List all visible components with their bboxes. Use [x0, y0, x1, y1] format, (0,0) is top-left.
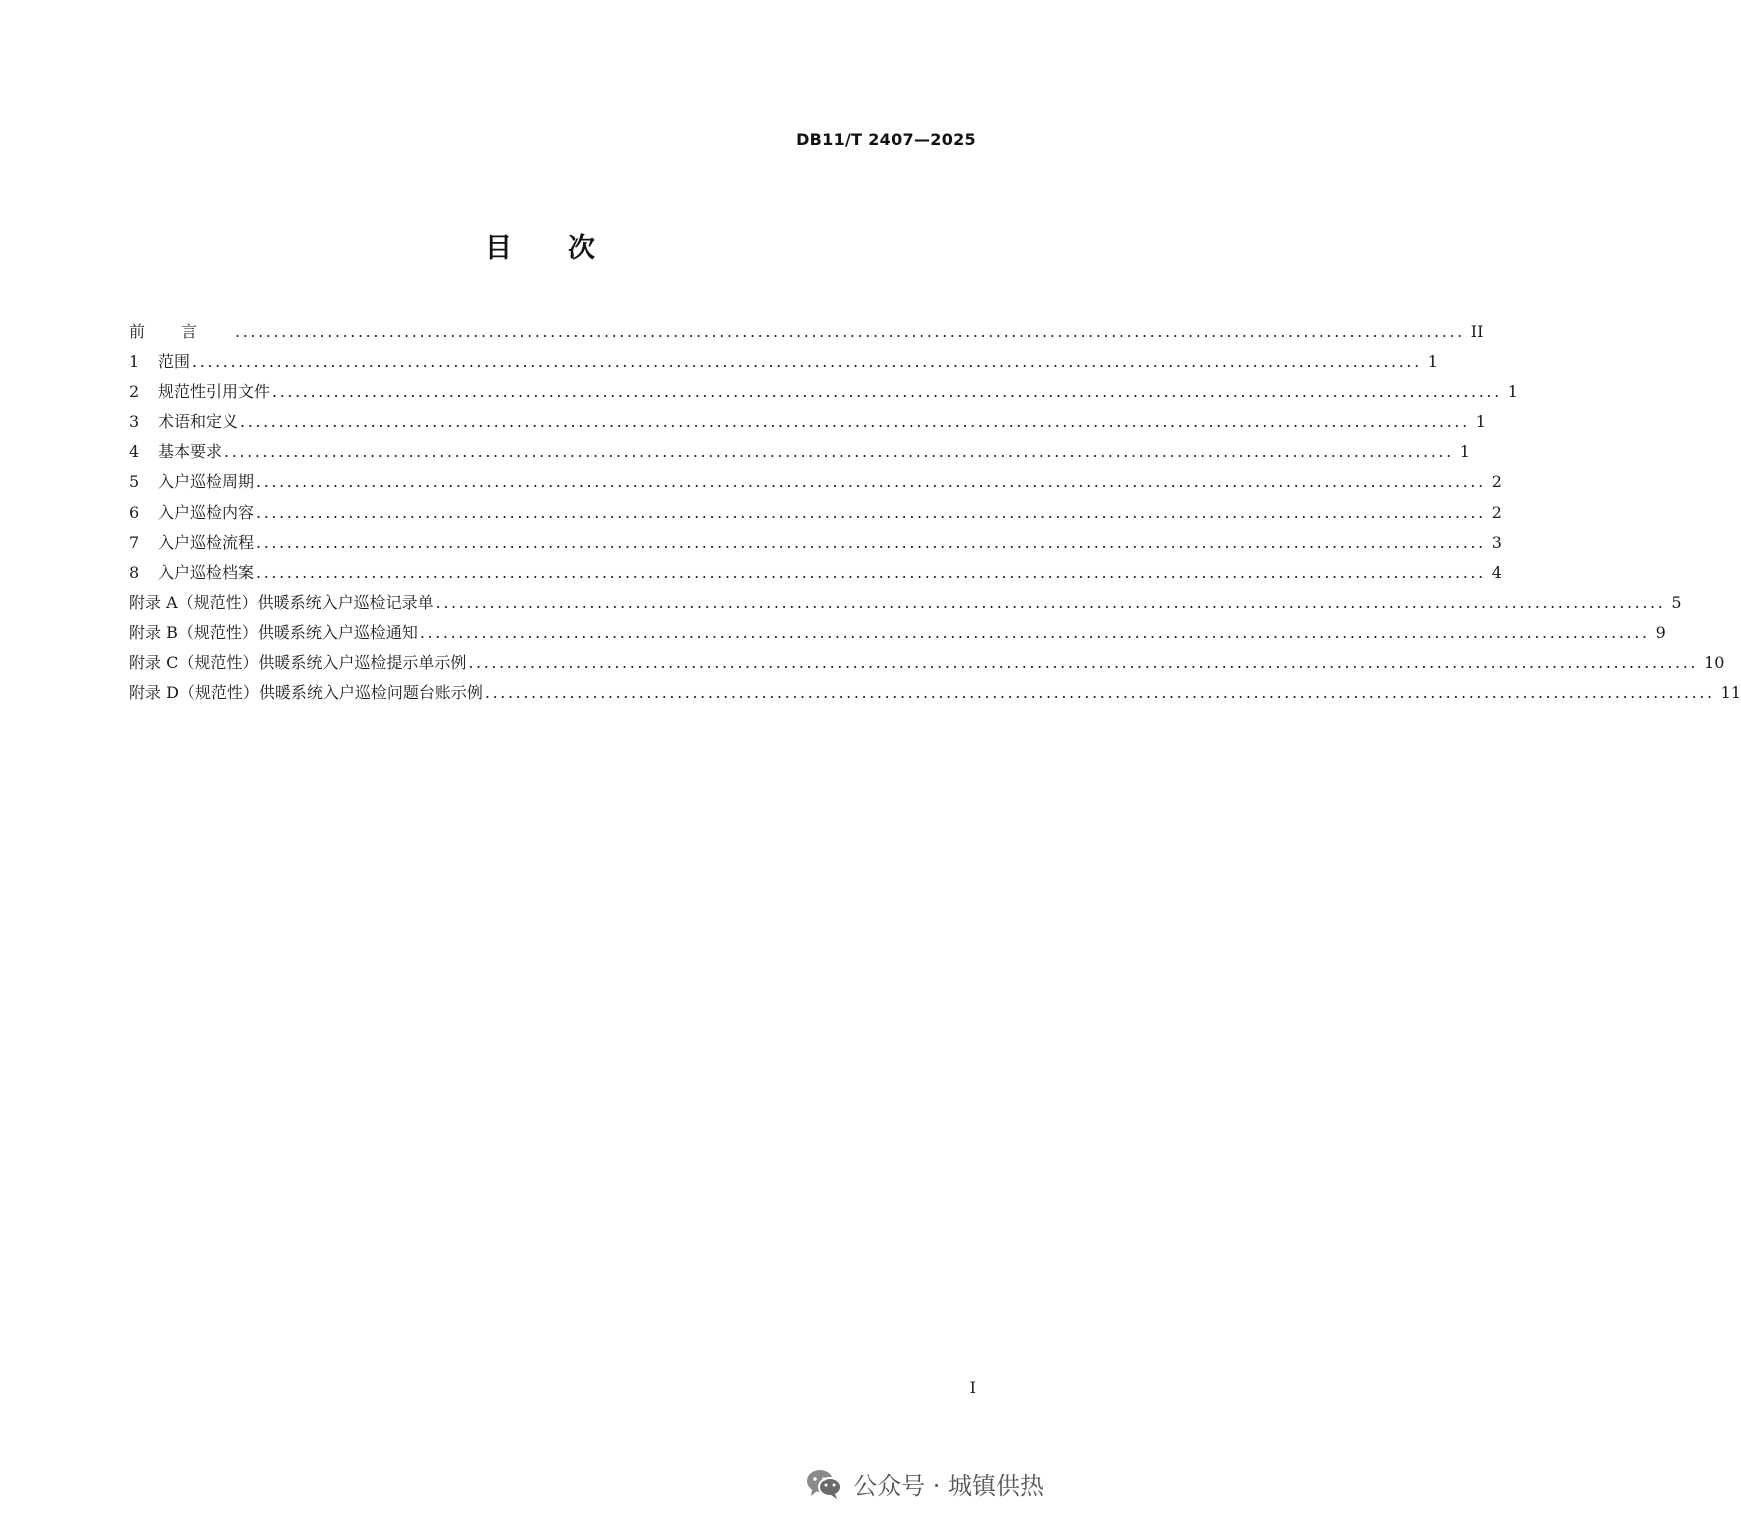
- toc-entry-label: 范围: [158, 352, 191, 372]
- toc-entry-page: 1: [1475, 412, 1486, 432]
- standard-code: DB11/T 2407—2025: [796, 130, 976, 149]
- toc-entry-appendix-d[interactable]: [129, 678, 1741, 708]
- toc-entry-inspection-cycle[interactable]: [129, 467, 1502, 497]
- toc-entry-terms-definitions[interactable]: [129, 407, 1486, 437]
- toc-entry-appendix-c[interactable]: [129, 648, 1725, 678]
- toc-entry-page: 11: [1720, 683, 1741, 703]
- page-title: [0, 226, 1080, 265]
- toc-entry-page: 1: [1427, 352, 1438, 372]
- toc-entry-label: 规范性引用文件: [158, 382, 271, 402]
- toc-entry-inspection-content[interactable]: [129, 498, 1502, 528]
- toc-entry-number: 6: [129, 502, 140, 522]
- toc-entry-scope[interactable]: [129, 347, 1438, 377]
- page-number: I: [969, 1378, 976, 1397]
- toc-entry-inspection-records[interactable]: [129, 558, 1502, 588]
- toc-entry-normative-references[interactable]: [129, 377, 1518, 407]
- toc-leader-dots: ................................................................................................................................................................: [235, 322, 1465, 341]
- toc-leader-dots: ................................................................................................................................................................: [224, 442, 1454, 462]
- toc-entry-number: 3: [129, 412, 140, 432]
- toc-leader-dots: ................................................................................................................................................................: [272, 382, 1502, 402]
- toc-leader-dots: ................................................................................................................................................................: [240, 412, 1470, 432]
- toc-entry-label: 入户巡检周期: [158, 472, 255, 492]
- toc-entry-number: 5: [129, 472, 140, 492]
- toc-entry-page: 9: [1655, 622, 1666, 642]
- toc-entry-page: 5: [1671, 592, 1682, 612]
- toc-entry-label: 附录 C（规范性）供暖系统入户巡检提示单示例: [129, 653, 467, 673]
- toc-entry-page: 3: [1491, 532, 1502, 552]
- wechat-watermark: [805, 1466, 1044, 1501]
- toc-entry-page: 2: [1491, 502, 1502, 522]
- toc-entry-inspection-process[interactable]: [129, 528, 1502, 558]
- toc-entry-page: II: [1470, 322, 1484, 341]
- toc-entry-number: 8: [129, 562, 140, 582]
- toc-entry-label: 入户巡检档案: [158, 562, 255, 582]
- table-of-contents: [129, 317, 1741, 708]
- toc-entry-appendix-a[interactable]: [129, 588, 1682, 618]
- toc-entry-number: 4: [129, 442, 140, 462]
- toc-entry-number: 1: [129, 352, 140, 372]
- toc-entry-basic-requirements[interactable]: [129, 437, 1470, 467]
- page-title-char-2: 次: [568, 233, 595, 264]
- toc-leader-dots: ................................................................................................................................................................: [256, 502, 1486, 522]
- toc-entry-page: 10: [1704, 653, 1725, 673]
- toc-leader-dots: ................................................................................................................................................................: [468, 653, 1699, 673]
- toc-leader-dots: ................................................................................................................................................................: [256, 472, 1486, 492]
- toc-leader-dots: ................................................................................................................................................................: [484, 683, 1715, 703]
- toc-entry-label: 附录 B（规范性）供暖系统入户巡检通知: [129, 622, 418, 642]
- toc-entry-label: 前言: [129, 322, 234, 341]
- watermark-text: 公众号 · 城镇供热: [853, 1472, 1044, 1500]
- toc-entry-preface[interactable]: [129, 317, 1484, 347]
- toc-entry-page: 1: [1507, 382, 1518, 402]
- toc-entry-label: 入户巡检内容: [158, 502, 255, 522]
- toc-leader-dots: ................................................................................................................................................................: [419, 622, 1650, 642]
- toc-leader-dots: ................................................................................................................................................................: [256, 532, 1486, 552]
- toc-leader-dots: ................................................................................................................................................................: [435, 592, 1666, 612]
- toc-entry-label: 术语和定义: [158, 412, 239, 432]
- toc-entry-label: 附录 D（规范性）供暖系统入户巡检问题台账示例: [129, 683, 483, 703]
- toc-leader-dots: ................................................................................................................................................................: [256, 562, 1486, 582]
- toc-entry-label: 附录 A（规范性）供暖系统入户巡检记录单: [129, 592, 434, 612]
- page-title-char-1: 目: [485, 233, 512, 264]
- toc-entry-page: 4: [1491, 562, 1502, 582]
- toc-entry-page: 2: [1491, 472, 1502, 492]
- toc-entry-appendix-b[interactable]: [129, 618, 1666, 648]
- toc-leader-dots: ................................................................................................................................................................: [192, 352, 1422, 372]
- toc-entry-page: 1: [1459, 442, 1470, 462]
- toc-entry-number: 2: [129, 382, 140, 402]
- toc-entry-label: 基本要求: [158, 442, 223, 462]
- toc-entry-number: 7: [129, 532, 140, 552]
- toc-entry-label: 入户巡检流程: [158, 532, 255, 552]
- wechat-icon: [805, 1468, 843, 1500]
